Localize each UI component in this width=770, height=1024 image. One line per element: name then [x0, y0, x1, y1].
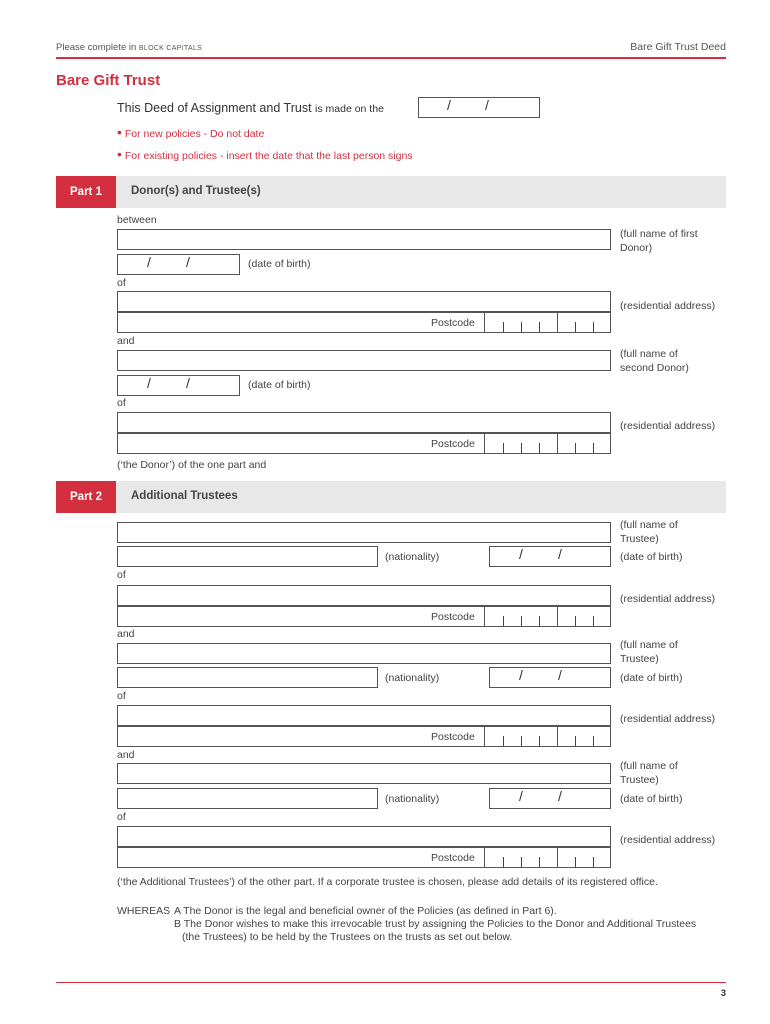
trustee1-name-input[interactable]: [117, 522, 611, 543]
trustee3-address-line1[interactable]: [117, 826, 611, 847]
header-doc-title: Bare Gift Trust Deed: [630, 41, 726, 53]
whereas-b: B The Donor wishes to make this irrevocable trust by assigning the Policies to the Donor and Additional Trustees: [174, 918, 697, 930]
trustee3-dob-input[interactable]: / /: [489, 788, 611, 809]
part1-title: Donor(s) and Trustee(s): [131, 185, 261, 197]
trustee3-name-input[interactable]: [117, 763, 611, 784]
whereas-a: A The Donor is the legal and beneficial owner of the Policies (as defined in Part 6).: [174, 905, 557, 917]
first-donor-dob-input[interactable]: / /: [117, 254, 240, 275]
trustee2-nationality-input[interactable]: [117, 667, 378, 688]
block-capitals-note: BLOCK CAPITALS: [138, 45, 203, 52]
trustee1-dob-input[interactable]: / /: [489, 546, 611, 567]
first-donor-dob-label: (date of birth): [248, 258, 311, 270]
part1-tag: Part 1: [56, 176, 116, 208]
part2-header: [56, 481, 726, 513]
trustee2-nationality-label: (nationality): [385, 672, 440, 684]
whereas-b-continued: (the Trustees) to be held by the Trustees on the trusts as set out below.: [182, 931, 513, 943]
trustee1-address-line2[interactable]: Postcode: [117, 606, 611, 627]
of-label: of: [117, 811, 126, 823]
trustee1-name-label: (full name of Trustee): [620, 519, 678, 545]
of-label: of: [117, 690, 126, 702]
trustee2-dob-input[interactable]: / /: [489, 667, 611, 688]
trustee2-dob-label: (date of birth): [620, 672, 683, 684]
header-divider: [56, 57, 726, 59]
second-donor-address-label: (residential address): [620, 420, 716, 432]
first-donor-name-input[interactable]: [117, 229, 611, 250]
part2-title: Additional Trustees: [131, 490, 238, 502]
trustee2-address-line2[interactable]: Postcode: [117, 726, 611, 747]
whereas-label: WHEREAS: [117, 905, 171, 917]
part1-header: [56, 176, 726, 208]
header-instruction: Please complete in BLOCK CAPITALS: [56, 42, 203, 53]
first-donor-address-line2[interactable]: Postcode: [117, 312, 611, 333]
deed-date-field[interactable]: / /: [418, 97, 540, 118]
trustee2-name-label: (full name of Trustee): [620, 639, 678, 665]
note-existing-policies: • For existing policies - insert the date that the last person signs: [117, 146, 413, 162]
trustee2-address-line1[interactable]: [117, 705, 611, 726]
first-donor-address-label: (residential address): [620, 300, 716, 312]
second-donor-dob-input[interactable]: / /: [117, 375, 240, 396]
second-donor-name-label: (full name of second Donor): [620, 348, 689, 374]
part2-tag: Part 2: [56, 481, 116, 513]
second-donor-dob-label: (date of birth): [248, 379, 311, 391]
deed-statement: This Deed of Assignment and Trust is made on the: [117, 101, 384, 115]
and-label: and: [117, 749, 135, 761]
footer-divider: [56, 982, 726, 983]
second-donor-name-input[interactable]: [117, 350, 611, 371]
trustee3-address-line2[interactable]: Postcode: [117, 847, 611, 868]
of-label: of: [117, 277, 126, 289]
and-label: and: [117, 628, 135, 640]
between-label: between: [117, 214, 157, 226]
first-donor-address-line1[interactable]: [117, 291, 611, 312]
and-label: and: [117, 335, 135, 347]
first-donor-name-label: (full name of first Donor): [620, 228, 698, 254]
trustee3-address-label: (residential address): [620, 834, 716, 846]
trustee1-nationality-input[interactable]: [117, 546, 378, 567]
trustee2-address-label: (residential address): [620, 713, 716, 725]
trustee1-address-line1[interactable]: [117, 585, 611, 606]
trustee3-name-label: (full name of Trustee): [620, 760, 678, 786]
second-donor-address-line2[interactable]: Postcode: [117, 433, 611, 454]
donor-closing: (‘the Donor’) of the one part and: [117, 459, 267, 471]
trustee2-name-input[interactable]: [117, 643, 611, 664]
page-number: 3: [720, 988, 726, 999]
trustee3-nationality-label: (nationality): [385, 793, 440, 805]
trustee3-dob-label: (date of birth): [620, 793, 683, 805]
trustee1-address-label: (residential address): [620, 593, 716, 605]
note-new-policies: • For new policies - Do not date: [117, 124, 265, 140]
of-label: of: [117, 569, 126, 581]
of-label: of: [117, 397, 126, 409]
trustee1-nationality-label: (nationality): [385, 551, 440, 563]
page-title: Bare Gift Trust: [56, 72, 161, 89]
second-donor-address-line1[interactable]: [117, 412, 611, 433]
trustee3-nationality-input[interactable]: [117, 788, 378, 809]
trustee1-dob-label: (date of birth): [620, 551, 683, 563]
trustees-closing: (‘the Additional Trustees’) of the other part. If a corporate trustee is chosen, please add details of its registered office.: [117, 876, 658, 888]
